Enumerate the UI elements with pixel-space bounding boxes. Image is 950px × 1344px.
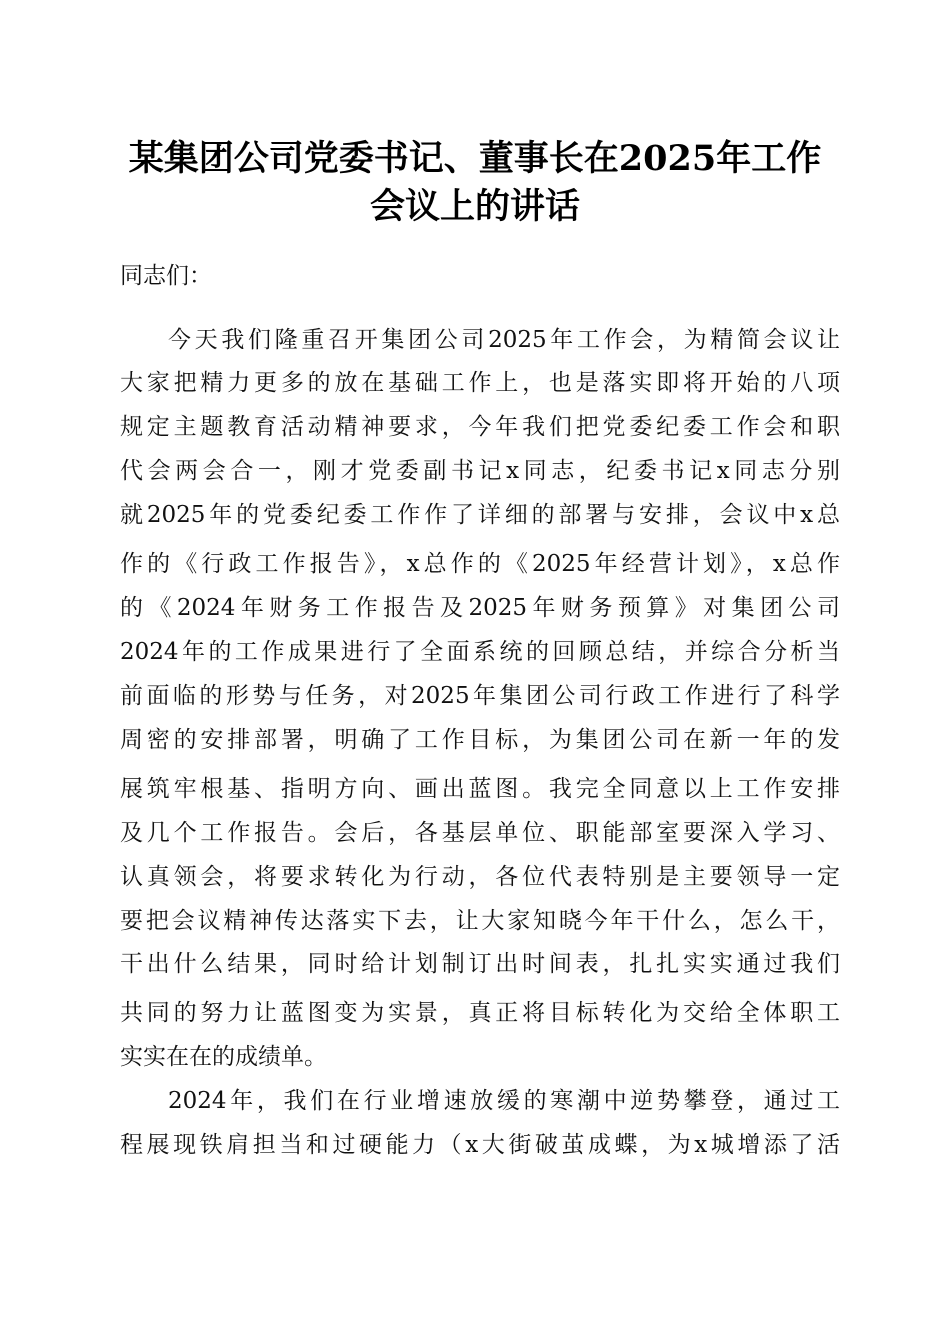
paragraph-line: 共同的努力让蓝图变为实景，真正将目标转化为交给全体职工 [120, 1000, 840, 1026]
paragraph-line: 今天我们隆重召开集团公司2025年工作会，为精简会议让 [168, 327, 840, 353]
paragraph-line: 2024年的工作成果进行了全面系统的回顾总结，并综合分析当 [120, 639, 840, 665]
paragraph-line: 2024年，我们在行业增速放缓的寒潮中逆势攀登，通过工 [168, 1088, 840, 1114]
paragraph-line: 就2025年的党委纪委工作作了详细的部署与安排，会议中x总 [120, 502, 840, 528]
paragraph-line: 实实在在的成绩单。 [120, 1044, 327, 1070]
paragraph-line: 的《2024年财务工作报告及2025年财务预算》对集团公司 [120, 595, 840, 621]
paragraph-line: 认真领会，将要求转化为行动，各位代表特别是主要领导一定 [120, 864, 840, 890]
paragraph-line: 规定主题教育活动精神要求，今年我们把党委纪委工作会和职 [120, 414, 840, 440]
paragraph-line: 及几个工作报告。会后，各基层单位、职能部室要深入学习、 [120, 820, 840, 846]
paragraph-line: 要把会议精神传达落实下去，让大家知晓今年干什么，怎么干， [120, 908, 840, 934]
paragraph-line: 展筑牢根基、指明方向、画出蓝图。我完全同意以上工作安排 [120, 776, 840, 802]
greeting: 同志们： [120, 263, 212, 289]
paragraph-line: 代会两会合一，刚才党委副书记x同志，纪委书记x同志分别 [120, 458, 840, 484]
paragraph-line: 作的《行政工作报告》，x总作的《2025年经营计划》，x总作 [120, 551, 840, 577]
paragraph-line: 前面临的形势与任务，对2025年集团公司行政工作进行了科学 [120, 683, 840, 709]
paragraph-line: 干出什么结果，同时给计划制订出时间表，扎扎实实通过我们 [120, 951, 840, 977]
paragraph-line: 周密的安排部署，明确了工作目标，为集团公司在新一年的发 [120, 727, 840, 753]
document-title-line-1: 某集团公司党委书记、董事长在2025年工作 [128, 138, 822, 179]
paragraph-line: 大家把精力更多的放在基础工作上，也是落实即将开始的八项 [120, 370, 840, 396]
paragraph-line: 程展现铁肩担当和过硬能力（x大街破茧成蝶，为x城增添了活 [120, 1132, 840, 1158]
document-title-line-2: 会议上的讲话 [369, 186, 580, 227]
